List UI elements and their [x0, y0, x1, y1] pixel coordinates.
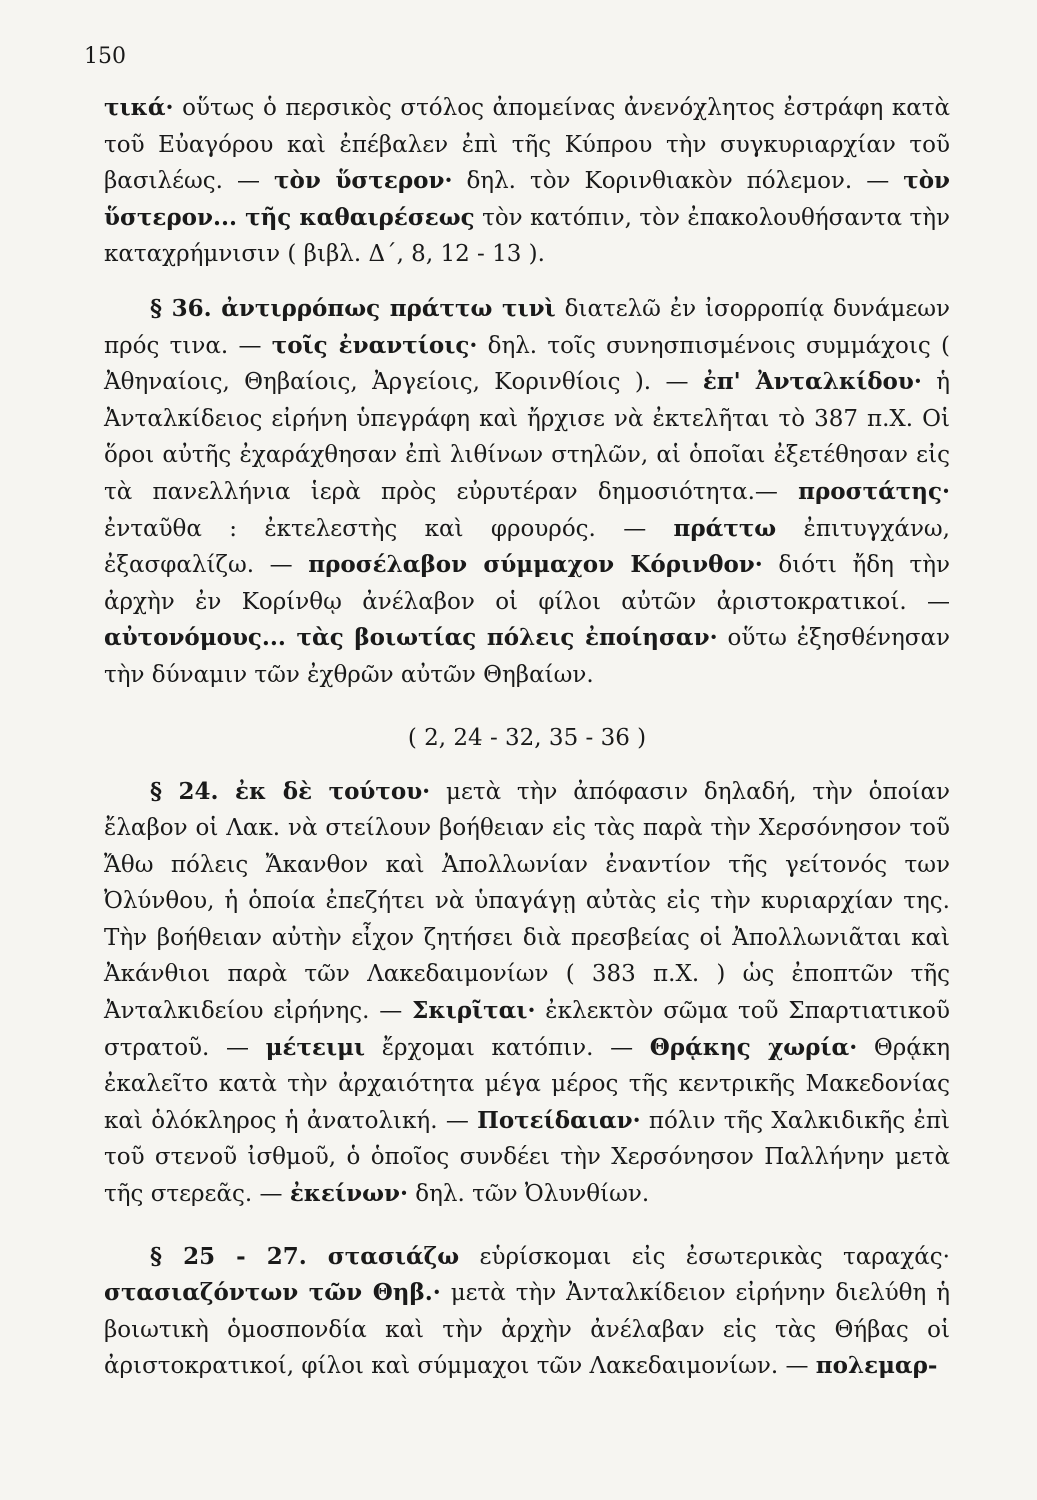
section-heading: ( 2, 24 - 32, 35 - 36 )	[407, 724, 647, 751]
gloss: εὑρίσκομαι εἰς ἐσωτερικὰς ταραχάς·	[459, 1243, 950, 1270]
lemma: πράττω	[673, 514, 777, 542]
gloss: ἔρχομαι κατόπιν. —	[365, 1034, 650, 1061]
gloss: Θρᾴκη ἐκαλεῖτο κατὰ τὴν ἀρχαιότητα μέγα μέρος τῆς κεντρικῆς Μακεδονίας καὶ ὁλόκληρος ἡ ἀνατολική. —	[104, 1034, 950, 1134]
lemma: πολεμαρ-	[815, 1352, 938, 1380]
lemma: Θρᾴκης χωρία·	[649, 1033, 858, 1061]
gloss: πόλιν τῆς Χαλκιδικῆς ἐπὶ τοῦ στενοῦ ἰσθμοῦ, ὁ ὁποῖος συνδέει τὴν Χερσόνησον Παλλήνην μετὰ τῆς στερεᾶς. —	[104, 1107, 950, 1208]
lemma: τὸν ὕστερον... τῆς καθαιρέσεως	[104, 167, 951, 231]
lemma: τὸν ὕστερον·	[274, 167, 453, 195]
page-body	[104, 90, 950, 1385]
lemma: ἐκείνων·	[289, 1180, 408, 1208]
gloss: μετὰ τὴν Ἀνταλκίδειον εἰρήνην διελύθη ἡ βοιωτικὴ ὁμοσπονδία καὶ τὴν ἀρχὴν ἀνέλαβαν εἰς τὰς Θήβας οἱ ἀριστοκρατικοί, φίλοι καὶ σύμμαχοι τῶν Λακεδαιμονίων. —	[104, 1280, 951, 1380]
lemma: § 24. ἐκ δὲ τούτου·	[150, 777, 431, 805]
gloss: ἐκλεκτὸν σῶμα τοῦ Σπαρτιατικοῦ στρατοῦ. —	[104, 998, 950, 1061]
lemma: ἐπ' Ἀνταλκίδου·	[702, 368, 922, 396]
gloss: μετὰ τὴν ἀπόφασιν δηλαδή, τὴν ὁποίαν ἔλαβον οἱ Λακ. νὰ στείλουν βοήθειαν εἰς τὰς παρὰ τὴν Χερσόνησον τοῦ Ἄθω πόλεις Ἄκανθον καὶ Ἀπολλωνίαν ἐναντίον τῆς γείτονός των Ὀλύνθου, ἡ ὁποία ἐπεζήτει νὰ ὑπαγάγῃ αὐτὰς εἰς τὴν κυριαρχίαν της. Τὴν βοήθειαν αὐτὴν εἶχον ζητήσει διὰ πρεσβείας οἱ Ἀπολλωνιᾶται καὶ Ἀκάνθιοι παρὰ τῶν Λακεδαιμονίων ( 383 π.Χ. ) ὡς ἐποπτῶν τῆς Ἀνταλκιδείου εἰρήνης. —	[104, 778, 951, 1025]
gloss: διότι ἤδη τὴν ἀρχὴν ἐν Κορίνθῳ ἀνέλαβον οἱ φίλοι αὐτῶν ἀριστοκρατικοί. —	[104, 552, 950, 615]
gloss: ἐπιτυγχάνω, ἐξασφαλίζω. —	[104, 515, 950, 579]
lemma: αὐτονόμους... τὰς βοιωτίας πόλεις ἐποίησαν·	[104, 624, 718, 652]
lemma: τικά·	[104, 94, 174, 121]
lemma: § 25 - 27. στασιάζω	[150, 1242, 460, 1270]
gloss: δηλ. τῶν Ὀλυνθίων.	[407, 1181, 650, 1208]
lemma: τοῖς ἐναντίοις·	[271, 331, 478, 359]
gloss: ἡ Ἀνταλκίδειος εἰρήνη ὑπεγράφη καὶ ἤρχισε νὰ ἐκτελῆται τὸ 387 π.Χ. Οἱ ὅροι αὐτῆς ἐχαράχθησαν ἐπὶ λιθίνων στηλῶν, αἱ ὁποῖαι ἐξετέθησαν εἰς τὰ πανελλήνια ἱερὰ πρὸς εὐρυτέραν δημοσιότητα.—	[104, 369, 950, 505]
gloss: δηλ. τὸν Κορινθιακὸν πόλεμον. —	[452, 168, 904, 195]
paragraph-1	[104, 90, 950, 273]
gloss: ἐνταῦθα : ἐκτελεστὴς καὶ φρουρός. —	[104, 515, 674, 542]
page-number: 150	[84, 44, 126, 69]
lemma: Σκιρῖται·	[412, 997, 536, 1025]
lemma: προστάτης·	[798, 477, 950, 505]
gloss: τὸν κατόπιν, τὸν ἐπακολουθήσαντα τὴν καταχρήμνισιν ( βιβλ. Δ΄, 8, 12 - 13 ).	[104, 204, 950, 268]
gloss: οὕτως ὁ περσικὸς στόλος ἀπομείνας ἀνενόχλητος ἐστράφη κατὰ τοῦ Εὐαγόρου καὶ ἐπέβαλεν ἐπὶ τῆς Κύπρου τὴν συγκυριαρχίαν τοῦ βασιλέως. —	[104, 95, 950, 195]
paragraph-24	[104, 774, 950, 1213]
paragraph-25-27	[104, 1239, 950, 1385]
lemma: μέτειμι	[265, 1033, 366, 1061]
gloss: οὕτω ἐξησθένησαν τὴν δύναμιν τῶν ἐχθρῶν αὐτῶν Θηβαίων.	[104, 625, 950, 688]
gloss: διατελῶ ἐν ἰσορροπίᾳ δυνάμεων πρός τινα. —	[104, 295, 950, 359]
lemma: προσέλαβον σύμμαχον Κόρινθον·	[308, 551, 763, 579]
paragraph-36	[104, 291, 950, 694]
gloss: δηλ. τοῖς συνησπισμένοις συμμάχοις ( Ἀθηναίοις, Θηβαίοις, Ἀργείοις, Κορινθίοις ). —	[104, 332, 950, 396]
lemma: στασιαζόντων τῶν Θηβ.·	[104, 1279, 441, 1307]
lemma: Ποτείδαιαν·	[477, 1106, 641, 1134]
lemma: § 36. ἀντιρρόπως πράττω τινὶ	[150, 294, 556, 322]
